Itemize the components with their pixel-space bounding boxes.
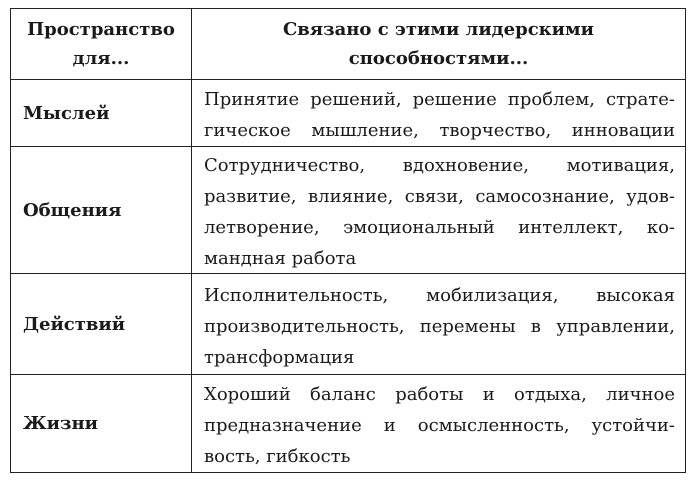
header-related-abilities: [192, 9, 685, 79]
table-row: [11, 374, 685, 472]
row-label: Мыслей: [23, 102, 110, 124]
row-label: Общения: [23, 199, 122, 221]
header-text: Пространство: [27, 19, 175, 40]
cell-line: гическое мышление, творчество, инновации: [204, 120, 675, 141]
table-row: [11, 146, 685, 273]
cell-line: Исполнительность, мобилизация, высокая: [204, 284, 675, 306]
cell-line: мандная работа: [204, 248, 357, 269]
row-label: Действий: [23, 313, 126, 335]
table-row: [11, 273, 685, 374]
cell-line: трансформация: [204, 346, 355, 368]
header-text: способностями...: [348, 48, 529, 69]
header-text: для...: [72, 48, 130, 69]
header-text: Связано с этими лидерскими: [282, 19, 595, 40]
cell-line: летворение, эмоциональный интеллект, ко-: [204, 217, 675, 238]
header-space-for: [11, 9, 192, 79]
cell-line: предназначение и осмысленность, устойчи-: [204, 415, 675, 436]
table-header-row: [11, 9, 685, 79]
row-label: Жизни: [23, 413, 98, 434]
cell-line: Хороший баланс работы и отдыха, личное: [204, 384, 675, 405]
cell-line: развитие, влияние, связи, самосознание, удов-: [204, 186, 675, 207]
cell-line: Принятие решений, решение проблем, страте-: [204, 89, 675, 110]
table-row: [11, 79, 685, 146]
cell-line: производительность, перемены в управлении,: [204, 315, 675, 337]
cell-line: Сотрудничество, вдохновение, мотивация,: [204, 155, 675, 176]
cell-line: вость, гибкость: [204, 446, 351, 467]
leadership-table: [10, 8, 686, 473]
